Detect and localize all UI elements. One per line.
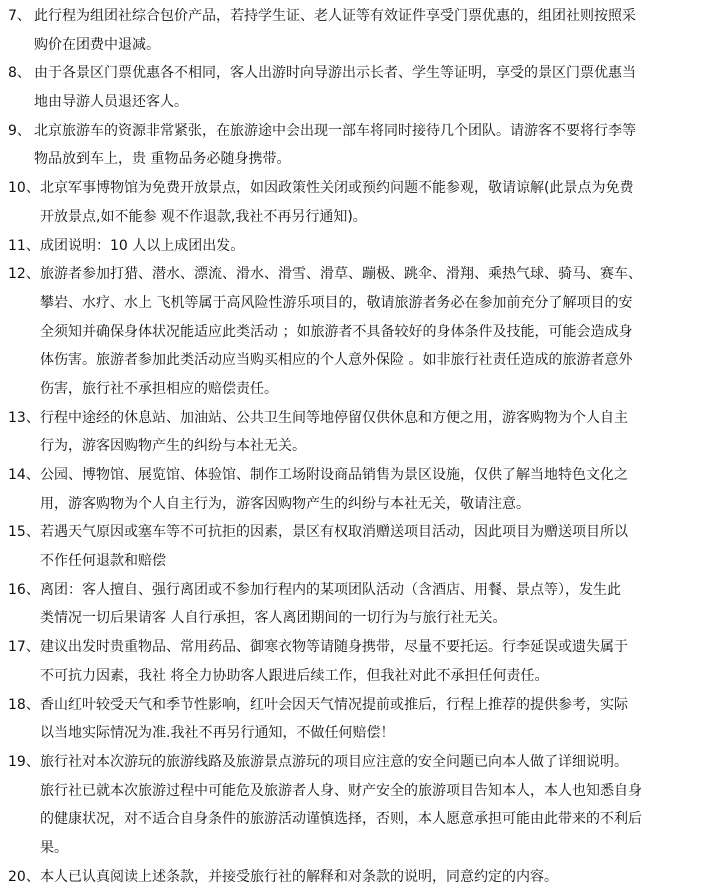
clause-number: 10、: [8, 180, 40, 197]
clause-line: 不作任何退款和赔偿: [40, 553, 166, 570]
clause-line: 行程中途经的休息站、加油站、公共卫生间等地停留仅供休息和方便之用，游客购物为个人自主: [40, 409, 628, 426]
clause-number: 9、: [8, 122, 31, 139]
clause-line: 北京军事博物馆为免费开放景点，如因政策性关闭或预约问题不能参观，敬请谅解(此景点为免费: [40, 180, 634, 197]
clause-line: 果。: [40, 839, 68, 856]
clause-line: 建议出发时贵重物品、常用药品、御寒衣物等请随身携带，尽量不要托运。行李延误或遗失属于: [40, 639, 628, 656]
clause-line: 旅行社已就本次旅游过程中可能危及旅游者人身、财产安全的旅游项目告知本人，本人也知悉自身: [40, 782, 642, 799]
clause-line: 本人已认真阅读上述条款，并接受旅行社的解释和对条款的说明，同意约定的内容。: [40, 868, 558, 885]
clause-number: 18、: [8, 696, 40, 713]
clause-14: [0, 461, 710, 518]
clause-line: 北京旅游车的资源非常紧张，在旅游途中会出现一部车将同时接待几个团队。请游客不要将行李等: [34, 122, 636, 139]
clause-10: [0, 174, 710, 231]
clause-7: [0, 2, 710, 59]
clause-line: 不可抗力因素，我社 将全力协助客人跟进后续工作，但我社对此不承担任何责任。: [40, 667, 549, 684]
clause-line: 攀岩、水疗、水上 飞机等属于高风险性游乐项目的，敬请旅游者务必在参加前充分了解项目的安: [40, 294, 633, 311]
clause-number: 12、: [8, 266, 40, 283]
clause-line: 购价在团费中退减。: [34, 36, 160, 53]
clause-13: [0, 404, 710, 461]
clause-line: 成团说明：10 人以上成团出发。: [40, 237, 245, 254]
clause-line: 行为，游客因购物产生的纠纷与本社无关。: [40, 438, 306, 455]
clause-17: [0, 633, 710, 690]
clause-9: [0, 117, 710, 174]
clause-number: 8、: [8, 65, 31, 82]
clause-line: 若遇天气原因或塞车等不可抗拒的因素，景区有权取消赠送项目活动，因此项目为赠送项目所以: [40, 524, 628, 541]
clause-number: 17、: [8, 639, 40, 656]
clause-line: 由于各景区门票优惠各不相同，客人出游时向导游出示长者、学生等证明，享受的景区门票优惠当: [34, 65, 636, 82]
clause-number: 11、: [8, 237, 40, 254]
clause-number: 14、: [8, 467, 40, 483]
clause-line: 以当地实际情况为准.我社不再另行通知，不做任何赔偿！: [40, 725, 395, 742]
clause-line: 开放景点,如不能参 观不作退款,我社不再另行通知)。: [40, 208, 367, 225]
clause-line: 物品放到车上，贵 重物品务必随身携带。: [34, 151, 291, 168]
clause-number: 7、: [8, 8, 31, 24]
clause-line: 全须知并确保身体状况能适应此类活动 ；如旅游者不具备较好的身体条件及技能，可能会造成身: [40, 323, 633, 340]
clause-line: 离团：客人擅自、强行离团或不参加行程内的某项团队活动（含酒店、用餐、景点等），发生此: [40, 581, 621, 598]
clause-line: 香山红叶较受天气和季节性影响，红叶会因天气情况提前或推后，行程上推荐的提供参考，实际: [40, 696, 628, 713]
clause-number: 19、: [8, 753, 40, 770]
clause-line: 旅游者参加打猎、潜水、漂流、滑水、滑雪、滑草、蹦极、跳伞、滑翔、乘热气球、骑马、赛车、: [40, 266, 642, 283]
clause-line: 类情况一切后果请客 人自行承担，客人离团期间的一切行为与旅行社无关。: [40, 610, 507, 627]
clause-number: 16、: [8, 581, 40, 598]
clause-line: 伤害，旅行社不承担相应的赔偿责任。: [40, 380, 278, 397]
clause-12: [0, 260, 710, 403]
clause-11: [0, 232, 710, 261]
clause-number: 15、: [8, 524, 40, 541]
clause-line: 旅行社对本次游玩的旅游线路及旅游景点游玩的项目应注意的安全问题已向本人做了详细说明。: [40, 753, 628, 770]
clause-15: [0, 518, 710, 575]
clause-number: 13、: [8, 409, 40, 426]
clause-line: 体伤害。旅游者参加此类活动应当购买相应的个人意外保险 。如非旅行社责任造成的旅游者意外: [40, 352, 633, 369]
clause-line: 用，游客购物为个人自主行为，游客因购物产生的纠纷与本社无关，敬请注意。: [40, 495, 530, 512]
clause-16: [0, 576, 710, 633]
clause-line: 此行程为组团社综合包价产品，若持学生证、老人证等有效证件享受门票优惠的，组团社则按照采: [34, 8, 636, 24]
clause-line: 公园、博物馆、展览馆、体验馆、制作工场附设商品销售为景区设施，仅供了解当地特色文化之: [40, 467, 628, 483]
clause-19: [0, 748, 710, 863]
clause-line: 的健康状况，对不适合自身条件的旅游活动谨慎选择，否则，本人愿意承担可能由此带来的不利后: [40, 811, 642, 828]
clause-number: 20、: [8, 868, 40, 885]
clause-8: [0, 59, 710, 116]
clause-line: 地由导游人员退还客人。: [34, 94, 188, 111]
clause-20: [0, 863, 710, 891]
clause-18: [0, 691, 710, 748]
